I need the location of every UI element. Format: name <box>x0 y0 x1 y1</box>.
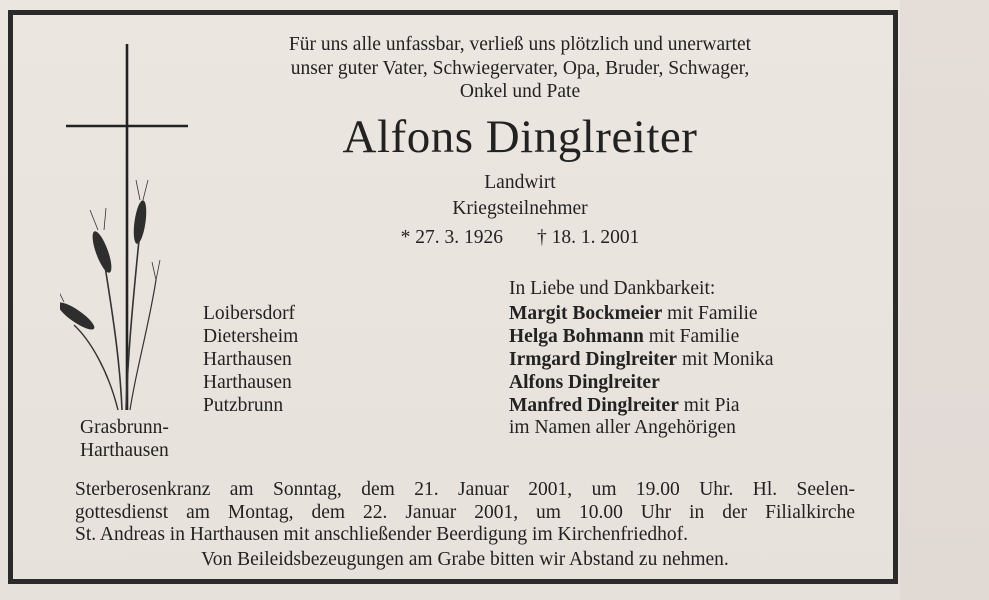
mourner-place: Dietersheim <box>203 326 299 347</box>
bleed-through-band <box>900 0 989 600</box>
announcement-line-3: St. Andreas in Harthausen mit anschließender Beerdigung im Kirchenfriedhof. <box>75 524 688 545</box>
intro-line-1: Für uns alle unfassbar, verließ uns plötzlich und unerwartet <box>288 34 752 55</box>
mourner-name: Margit Bockmeier <box>509 303 663 324</box>
mourner-name: Irmgard Dinglreiter <box>509 349 678 370</box>
occupation: Landwirt <box>484 172 556 193</box>
announcement-line-2: gottesdienst am Montag, dem 22. Januar 2001, um 10.00 Uhr in der Filialkirche <box>75 502 855 523</box>
mourner-entry <box>509 371 660 394</box>
mourner-entry <box>509 348 773 371</box>
mourner-place: Loibersdorf <box>203 303 296 324</box>
life-dates <box>300 227 740 249</box>
mourner-suffix: mit Pia <box>678 395 740 416</box>
deceased-name: Alfons Dinglreiter <box>342 111 698 163</box>
mourner-suffix: mit Familie <box>662 303 758 324</box>
gratitude-heading: In Liebe und Dankbarkeit: <box>509 278 716 299</box>
veteran-status: Kriegsteilnehmer <box>452 198 588 219</box>
mourner-place: Harthausen <box>203 372 292 393</box>
closing-note: Von Beileidsbezeugungen am Grabe bitten wir Abstand zu nehmen. <box>201 549 729 570</box>
birth-date: * 27. 3. 1926 <box>400 227 503 248</box>
relatives-line: im Namen aller Angehörigen <box>509 417 736 438</box>
home-place-line-1: Grasbrunn- <box>80 417 169 438</box>
mourner-entry <box>509 394 740 417</box>
mourner-name: Manfred Dinglreiter <box>509 395 679 416</box>
mourner-suffix: mit Familie <box>643 326 740 347</box>
mourner-entry <box>509 302 758 325</box>
mourner-place: Putzbrunn <box>203 395 284 416</box>
mourner-place: Harthausen <box>203 349 292 370</box>
intro-line-2: unser guter Vater, Schwiegervater, Opa, Bruder, Schwager, <box>290 58 750 79</box>
announcement-line-1: Sterberosenkranz am Sonntag, dem 21. Januar 2001, um 19.00 Uhr. Hl. Seelen- <box>75 479 855 500</box>
mourner-entry <box>509 325 739 348</box>
death-date: † 18. 1. 2001 <box>537 227 640 248</box>
mourner-name: Helga Bohmann <box>509 326 644 347</box>
home-place-line-2: Harthausen <box>80 440 169 461</box>
mourner-suffix: mit Monika <box>677 349 774 370</box>
mourner-name: Alfons Dinglreiter <box>509 372 660 393</box>
intro-line-3: Onkel und Pate <box>459 81 581 102</box>
